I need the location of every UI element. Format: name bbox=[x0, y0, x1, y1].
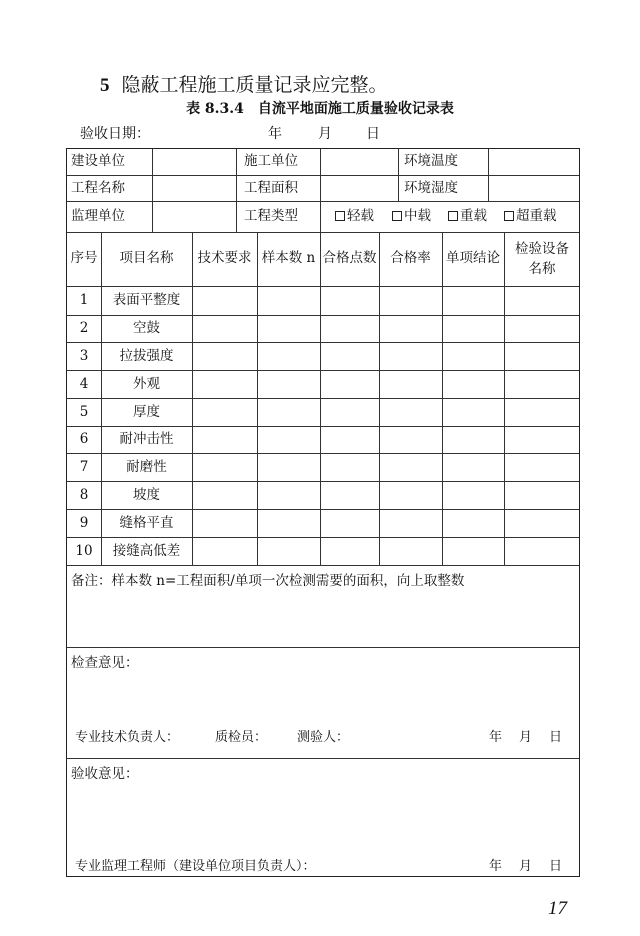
col-divider bbox=[192, 232, 193, 565]
label-construction-unit: 建设单位 bbox=[71, 153, 125, 169]
row-divider bbox=[67, 232, 579, 233]
col-header-item-name: 项目名称 bbox=[119, 250, 174, 266]
col-divider bbox=[152, 149, 153, 232]
row-divider bbox=[67, 426, 579, 427]
acceptance-day-label: 日 bbox=[549, 859, 563, 874]
col-divider bbox=[442, 232, 443, 565]
row-divider bbox=[67, 453, 579, 454]
label-project-name: 工程名称 bbox=[71, 180, 125, 196]
label-project-type: 工程类型 bbox=[244, 208, 298, 224]
date-day-label: 日 bbox=[366, 126, 380, 142]
row-divider bbox=[67, 201, 579, 202]
col-divider bbox=[320, 232, 321, 565]
item-name: 外观 bbox=[133, 376, 160, 392]
row-divider bbox=[67, 315, 579, 316]
item-name: 厚度 bbox=[133, 404, 160, 420]
row-divider bbox=[67, 647, 579, 648]
item-name: 接缝高低差 bbox=[112, 543, 181, 559]
col-divider bbox=[488, 149, 489, 201]
acceptance-date-line bbox=[80, 123, 380, 143]
table-note: 备注：样本数 n=工程面积/单项一次检测需要的面积，向上取整数 bbox=[71, 573, 465, 589]
item-name: 耐冲击性 bbox=[119, 431, 174, 447]
item-name: 坡度 bbox=[133, 487, 160, 503]
heading-text: 隐蔽工程施工质量记录应完整。 bbox=[121, 74, 388, 96]
checkbox-icon bbox=[448, 211, 458, 221]
acceptance-month-label: 月 bbox=[519, 859, 533, 874]
inspection-opinion-label: 检查意见： bbox=[71, 655, 139, 671]
label-builder-unit: 施工单位 bbox=[244, 153, 298, 169]
inspection-year-label: 年 bbox=[489, 730, 503, 745]
table-title bbox=[0, 98, 640, 118]
row-divider bbox=[67, 175, 579, 176]
row-divider bbox=[67, 286, 579, 287]
load-option-extra-heavy[interactable]: 超重载 bbox=[504, 210, 557, 224]
signer-tech-lead: 专业技术负责人： bbox=[75, 730, 180, 745]
acceptance-record-table bbox=[66, 148, 580, 877]
item-name: 缝格平直 bbox=[119, 515, 174, 531]
col-header-seq: 序号 bbox=[70, 250, 98, 266]
item-no: 9 bbox=[79, 515, 89, 531]
checkbox-icon bbox=[335, 211, 345, 221]
col-divider bbox=[236, 149, 237, 232]
date-label: 验收日期： bbox=[80, 126, 150, 142]
checkbox-icon bbox=[392, 211, 402, 221]
acceptance-opinion-label: 验收意见： bbox=[71, 766, 139, 782]
item-no: 5 bbox=[79, 404, 89, 420]
heading-number: 5 bbox=[100, 75, 110, 96]
load-option-medium[interactable]: 中载 bbox=[392, 210, 431, 224]
row-divider bbox=[67, 509, 579, 510]
row-divider bbox=[67, 537, 579, 538]
signer-tester: 测验人： bbox=[297, 730, 350, 745]
row-divider bbox=[67, 398, 579, 399]
col-header-sample-count: 样本数 n bbox=[261, 250, 316, 266]
col-header-passed-points: 合格点数 bbox=[322, 250, 377, 266]
col-divider bbox=[398, 149, 399, 201]
date-month-label: 月 bbox=[318, 126, 332, 142]
row-divider bbox=[67, 342, 579, 343]
item-no: 6 bbox=[79, 431, 89, 447]
date-year-label: 年 bbox=[268, 126, 282, 142]
label-ambient-humidity: 环境湿度 bbox=[404, 180, 458, 196]
item-no: 8 bbox=[79, 487, 89, 503]
table-number: 表 8.3.4 bbox=[186, 101, 244, 117]
item-no: 4 bbox=[79, 376, 89, 392]
item-no: 1 bbox=[79, 292, 89, 308]
acceptance-year-label: 年 bbox=[489, 859, 503, 874]
row-divider bbox=[67, 758, 579, 759]
item-no: 2 bbox=[79, 320, 89, 336]
item-no: 10 bbox=[75, 543, 93, 559]
checkbox-icon bbox=[504, 211, 514, 221]
col-divider bbox=[320, 149, 321, 232]
load-option-heavy[interactable]: 重载 bbox=[448, 210, 487, 224]
row-divider bbox=[67, 370, 579, 371]
col-header-pass-rate: 合格率 bbox=[390, 250, 431, 266]
label-supervision-unit: 监理单位 bbox=[71, 208, 125, 224]
col-divider bbox=[101, 232, 102, 565]
load-option-light[interactable]: 轻载 bbox=[335, 210, 374, 224]
page-number: 17 bbox=[548, 898, 567, 919]
table-title-text: 自流平地面施工质量验收记录表 bbox=[257, 101, 454, 117]
item-no: 3 bbox=[79, 348, 89, 364]
label-ambient-temperature: 环境温度 bbox=[404, 153, 458, 169]
col-header-conclusion: 单项结论 bbox=[446, 250, 500, 266]
row-divider bbox=[67, 565, 579, 566]
col-divider bbox=[257, 232, 258, 565]
item-name: 空鼓 bbox=[133, 320, 160, 336]
inspection-day-label: 日 bbox=[549, 730, 563, 745]
inspection-month-label: 月 bbox=[519, 730, 533, 745]
item-no: 7 bbox=[79, 459, 89, 475]
item-name: 表面平整度 bbox=[112, 292, 181, 308]
section-heading bbox=[100, 70, 388, 97]
item-name: 拉拔强度 bbox=[119, 348, 174, 364]
signer-qc: 质检员： bbox=[215, 730, 268, 745]
signer-supervisor: 专业监理工程师（建设单位项目负责人）： bbox=[75, 859, 316, 874]
label-project-area: 工程面积 bbox=[244, 180, 298, 196]
col-header-requirement: 技术要求 bbox=[197, 250, 252, 266]
row-divider bbox=[67, 481, 579, 482]
item-name: 耐磨性 bbox=[126, 459, 167, 475]
col-divider bbox=[504, 232, 505, 565]
col-divider bbox=[379, 232, 380, 565]
col-header-equipment: 检验设备名称 bbox=[515, 241, 569, 278]
